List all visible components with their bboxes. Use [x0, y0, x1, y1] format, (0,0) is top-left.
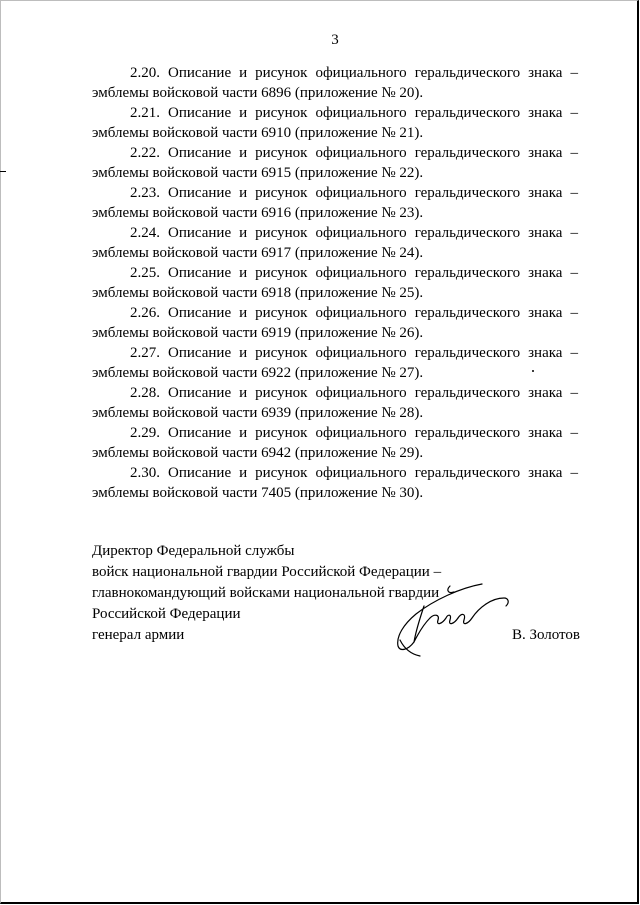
- item-second-line: эмблемы войсковой части 6916 (приложение № 23).: [92, 205, 424, 221]
- item-number: 2.24.: [130, 225, 160, 241]
- item-word: и: [239, 265, 248, 281]
- signatory-rank: генерал армии: [92, 627, 185, 643]
- item-word: знака: [528, 345, 563, 361]
- item-number: 2.23.: [130, 185, 160, 201]
- item-word: Описание: [168, 465, 232, 481]
- item-word: знака: [528, 185, 563, 201]
- list-item: [92, 63, 578, 103]
- speck: [532, 370, 534, 372]
- item-word: и: [239, 305, 248, 321]
- item-number: 2.25.: [130, 265, 160, 281]
- item-word: знака: [528, 265, 563, 281]
- item-word: и: [239, 145, 248, 161]
- item-word: Описание: [168, 265, 232, 281]
- item-word: геральдического: [414, 145, 521, 161]
- item-number: 2.26.: [130, 305, 160, 321]
- item-first-line: [92, 223, 578, 243]
- item-word: знака: [528, 145, 563, 161]
- item-word: официального: [315, 425, 407, 441]
- item-word: знака: [528, 65, 563, 81]
- item-word: геральдического: [414, 465, 521, 481]
- item-word: –: [570, 385, 578, 401]
- item-second-line: эмблемы войсковой части 6918 (приложение № 25).: [92, 285, 424, 301]
- item-word: Описание: [168, 425, 232, 441]
- item-word: Описание: [168, 345, 232, 361]
- item-second-line: эмблемы войсковой части 6942 (приложение № 29).: [92, 445, 424, 461]
- item-word: знака: [528, 305, 563, 321]
- signatory-title-line-1: Директор Федеральной службы: [92, 543, 295, 559]
- item-list: [92, 63, 578, 503]
- item-word: официального: [315, 65, 407, 81]
- item-word: знака: [528, 465, 563, 481]
- item-first-line: [92, 303, 578, 323]
- item-word: и: [239, 65, 248, 81]
- handwritten-signature: [390, 578, 520, 658]
- item-word: Описание: [168, 305, 232, 321]
- item-number: 2.29.: [130, 425, 160, 441]
- list-item: [92, 183, 578, 223]
- list-item: [92, 143, 578, 183]
- item-second-line: эмблемы войсковой части 6917 (приложение № 24).: [92, 245, 424, 261]
- item-number: 2.27.: [130, 345, 160, 361]
- signatory-title-line-2: войск национальной гвардии Российской Федерации –: [92, 564, 442, 580]
- item-word: геральдического: [414, 345, 521, 361]
- item-word: Описание: [168, 385, 232, 401]
- list-item: [92, 263, 578, 303]
- item-word: Описание: [168, 185, 232, 201]
- item-word: геральдического: [414, 105, 521, 121]
- item-word: официального: [315, 145, 407, 161]
- item-word: –: [570, 465, 578, 481]
- signatory-name: В. Золотов: [511, 627, 580, 643]
- item-number: 2.20.: [130, 65, 160, 81]
- item-second-line: эмблемы войсковой части 6919 (приложение № 26).: [92, 325, 424, 341]
- item-word: геральдического: [414, 305, 521, 321]
- item-word: и: [239, 105, 248, 121]
- item-number: 2.28.: [130, 385, 160, 401]
- list-item: [92, 423, 578, 463]
- item-word: знака: [528, 225, 563, 241]
- item-word: –: [570, 225, 578, 241]
- item-word: Описание: [168, 65, 232, 81]
- item-word: официального: [315, 305, 407, 321]
- item-word: –: [570, 105, 578, 121]
- item-number: 2.22.: [130, 145, 160, 161]
- item-word: официального: [315, 185, 407, 201]
- item-word: –: [570, 185, 578, 201]
- item-word: и: [239, 345, 248, 361]
- item-first-line: [92, 383, 578, 403]
- signatory-title-line-3: главнокомандующий войсками национальной гвардии: [92, 585, 440, 601]
- item-word: знака: [528, 425, 563, 441]
- signatory-title-line-4: Российской Федерации: [92, 606, 241, 622]
- item-word: рисунок: [255, 225, 308, 241]
- item-second-line: эмблемы войсковой части 6922 (приложение № 27).: [92, 365, 424, 381]
- item-word: геральдического: [414, 425, 521, 441]
- item-word: геральдического: [414, 265, 521, 281]
- item-first-line: [92, 263, 578, 283]
- item-second-line: эмблемы войсковой части 6939 (приложение № 28).: [92, 405, 424, 421]
- item-word: Описание: [168, 105, 232, 121]
- item-word: рисунок: [255, 145, 308, 161]
- item-word: рисунок: [255, 105, 308, 121]
- item-word: рисунок: [255, 345, 308, 361]
- item-word: –: [570, 65, 578, 81]
- item-second-line: эмблемы войсковой части 6915 (приложение № 22).: [92, 165, 424, 181]
- item-first-line: [92, 143, 578, 163]
- item-word: –: [570, 145, 578, 161]
- item-word: официального: [315, 225, 407, 241]
- item-first-line: [92, 63, 578, 83]
- item-word: геральдического: [414, 385, 521, 401]
- item-word: официального: [315, 105, 407, 121]
- item-first-line: [92, 183, 578, 203]
- page-number: 3: [331, 32, 339, 48]
- item-number: 2.30.: [130, 465, 160, 481]
- list-item: [92, 383, 578, 423]
- list-item: [92, 223, 578, 263]
- item-word: рисунок: [255, 305, 308, 321]
- item-word: и: [239, 185, 248, 201]
- list-item: [92, 463, 578, 503]
- item-first-line: [92, 343, 578, 363]
- item-word: рисунок: [255, 465, 308, 481]
- item-word: геральдического: [414, 225, 521, 241]
- item-first-line: [92, 463, 578, 483]
- item-word: и: [239, 225, 248, 241]
- item-number: 2.21.: [130, 105, 160, 121]
- list-item: [92, 303, 578, 343]
- item-word: –: [570, 345, 578, 361]
- item-first-line: [92, 423, 578, 443]
- item-word: рисунок: [255, 185, 308, 201]
- item-word: и: [239, 385, 248, 401]
- item-word: рисунок: [255, 65, 308, 81]
- item-second-line: эмблемы войсковой части 6910 (приложение № 21).: [92, 125, 424, 141]
- item-word: геральдического: [414, 185, 521, 201]
- item-word: рисунок: [255, 425, 308, 441]
- item-word: Описание: [168, 145, 232, 161]
- item-word: –: [570, 425, 578, 441]
- item-word: рисунок: [255, 385, 308, 401]
- item-word: геральдического: [414, 65, 521, 81]
- item-word: знака: [528, 105, 563, 121]
- item-second-line: эмблемы войсковой части 6896 (приложение № 20).: [92, 85, 424, 101]
- item-word: рисунок: [255, 265, 308, 281]
- item-first-line: [92, 103, 578, 123]
- item-word: официального: [315, 345, 407, 361]
- list-item: [92, 103, 578, 143]
- item-word: официального: [315, 465, 407, 481]
- item-word: Описание: [168, 225, 232, 241]
- item-word: –: [570, 265, 578, 281]
- item-second-line: эмблемы войсковой части 7405 (приложение № 30).: [92, 485, 424, 501]
- margin-mark: [0, 171, 6, 172]
- item-word: официального: [315, 385, 407, 401]
- list-item: [92, 343, 578, 383]
- item-word: официального: [315, 265, 407, 281]
- item-word: –: [570, 305, 578, 321]
- item-word: знака: [528, 385, 563, 401]
- item-word: и: [239, 425, 248, 441]
- item-word: и: [239, 465, 248, 481]
